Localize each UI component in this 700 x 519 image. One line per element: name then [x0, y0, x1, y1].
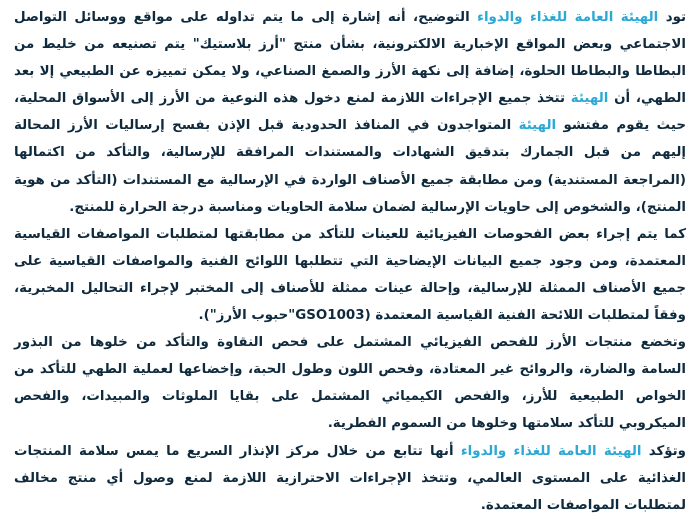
authority-highlight: الهيئة [570, 91, 609, 107]
text-run: تود [658, 10, 686, 25]
fda-name-highlight: الهيئة العامة للغذاء والدواء [477, 10, 659, 25]
article-paragraph-3 [14, 329, 686, 437]
text-run: كما يتم إجراء بعض الفحوصات الفيزيائية للعينات للتأكد من مطابقتها لمتطلبات المواصفات القياسية المعتمدة، ومن وجود جميع البيانات الإيضاحية التي تتطلبها اللوائح الفنية والمواصفات القياسية على جميع الأصناف الممثلة للإرسالية، وإحالة عينات ممثلة للأصناف إلى المختبر لإجراء التحاليل المخبرية، وفقاً لمتطلبات اللائحة الفنية القياسية المعتمدة (GSO1003"حبوب الأرز"). [14, 226, 686, 324]
article-paragraph-4 [14, 438, 686, 519]
text-run: وتؤكد [641, 443, 686, 459]
authority-highlight: الهيئة [518, 118, 557, 134]
text-run: التوضيح، أنه إشارة إلى ما يتم تداوله على مواقع ووسائل التواصل الاجتماعي وبعض المواقع الإخبارية الالكترونية، بشأن منتج "أرز بلاستيك" يتم تصنيعه من خليط من البطاطا والبطاطا الحلوة، إضافة إلى نكهة الأرز والصمغ الصناعي، ولا يمكن تمييزه عن الطبيعي إلا بعد الطهي، أن [14, 10, 686, 107]
article-paragraph-1 [14, 4, 686, 221]
article-paragraph-2 [14, 221, 686, 329]
article-body [14, 4, 686, 519]
text-run: تتخذ جميع الإجراءات اللازمة لمنع دخول هذه النوعية من الأرز إلى الأسواق المحلية، حيث يقوم مفتشو [14, 91, 686, 134]
fda-name-highlight: الهيئة العامة للغذاء والدواء [460, 443, 642, 459]
text-run: المتواجدون في المنافذ الحدودية قبل الإذن بفسح إرساليات الأرز المحالة إليهم من قبل الجمارك بتدقيق الشهادات والمستندات المرافقة للإرسالية، والتأكد من اكتمالها (المراجعة المستندية) ومن مطابقة جميع الأصناف الواردة في الإرسالية مع المستندات (التأكد من هوية المنتج)، والشخوص إلى حاويات الإرسالية لضمان سلامة الحاويات ومناسبة درجة الحرارة للمنتج. [14, 118, 686, 215]
text-run: أنها تتابع من خلال مركز الإنذار السريع ما يمس سلامة المنتجات الغذائية على المستوى العالمي، وتتخذ الإجراءات الاحترازية اللازمة لمنع وصول أي منتج مخالف لمتطلبات المواصفات المعتمدة. [14, 443, 686, 513]
text-run: وتخضع منتجات الأرز للفحص الفيزيائي المشتمل على فحص النقاوة والتأكد من خلوها من البذور السامة والضارة، والروائح غير المعتادة، وفحص اللون وطول الحبة، وإخضاعها لعملية الطهي للتأكد من الخواص الطبيعية للأرز، والفحص الكيميائي المشتمل على بقايا الملوثات والمبيدات، والفحص الميكروبي للتأكد سلامتها وخلوها من السموم الفطرية. [14, 335, 686, 432]
